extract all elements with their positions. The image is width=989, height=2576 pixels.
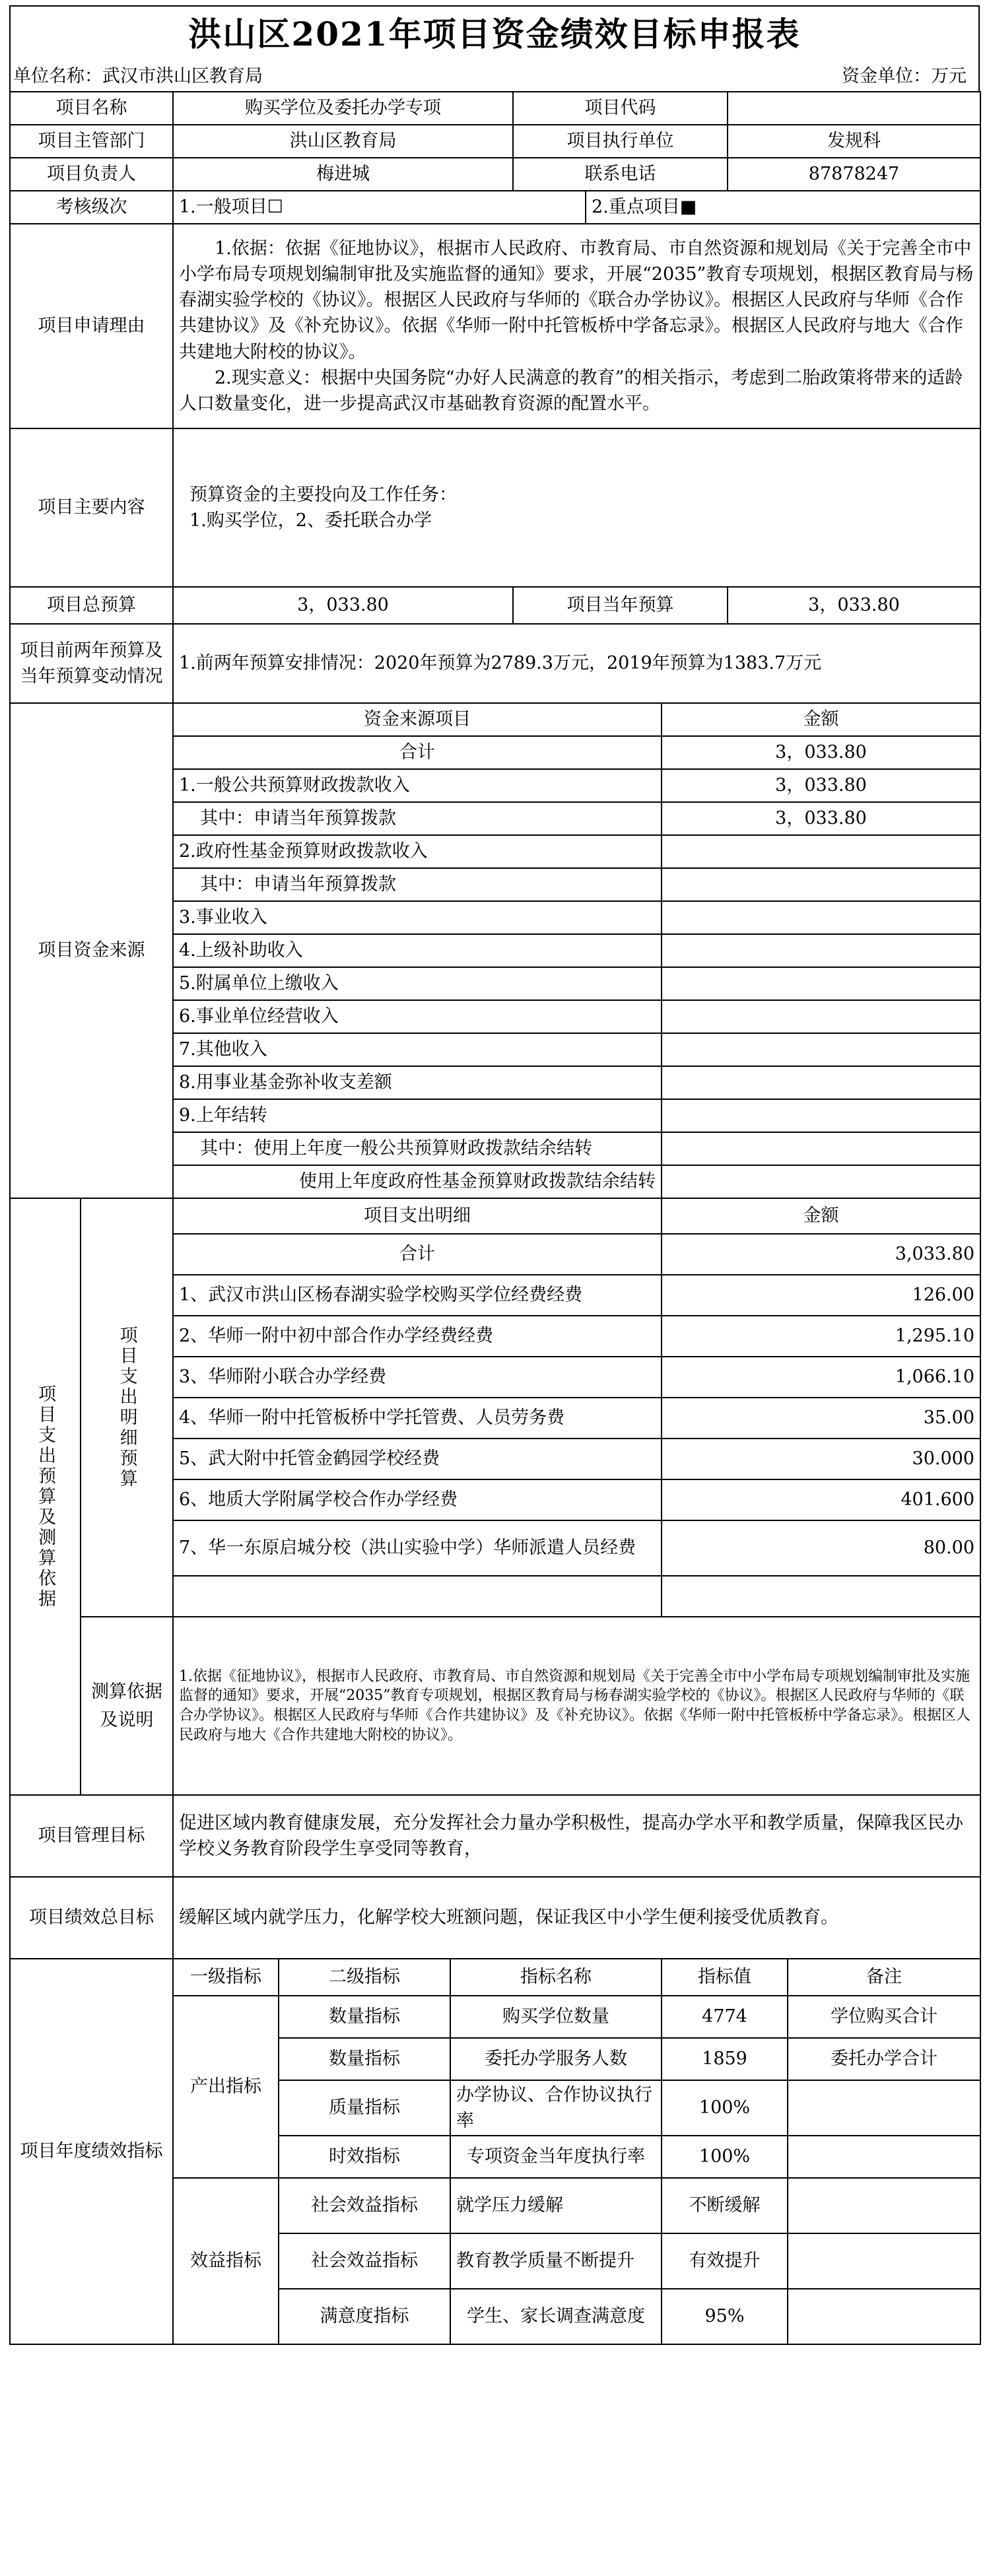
row-project-name — [10, 92, 980, 125]
perf-col-value: 指标值 — [662, 1959, 788, 1996]
owner-value: 梅进城 — [173, 158, 513, 191]
perf-value: 不断缓解 — [662, 2178, 788, 2233]
level-key: 2.重点项目■ — [586, 191, 980, 224]
source-item: 其中：使用上年度一般公共预算财政拨款结余结转 — [173, 1132, 662, 1165]
content-body — [173, 428, 980, 587]
expense-col-item: 项目支出明细 — [173, 1198, 662, 1234]
dept-label: 项目主管部门 — [10, 125, 173, 158]
project-code — [728, 92, 980, 125]
source-col-item: 资金来源项目 — [173, 703, 662, 736]
basis-text: 1.依据《征地协议》，根据市人民政府、市教育局、市自然资源和规划局《关于完善全市中小学布局专项规划编制审批及实施监督的通知》要求，开展“2035”教育专项规划，根据区教育局与杨春湖实验学校的《协议》。根据区人民政府与华师的《联合办学协议》。根据区人民政府与华师《合作共建协议》及《补充协议》。依据《华师一附中托管板桥中学备忘录》。根据区人民政府与地大《合作共建地大附校的协议》。 — [173, 1617, 980, 1795]
perf-l2: 时效指标 — [279, 2136, 450, 2178]
perf-value: 1859 — [662, 2038, 788, 2080]
perf-l2: 社会效益指标 — [279, 2233, 450, 2289]
project-code-label: 项目代码 — [513, 92, 728, 125]
source-item: 5.附属单位上缴收入 — [173, 967, 662, 1000]
expense-item: 4、华师一附中托管板桥中学托管费、人员劳务费 — [173, 1398, 662, 1439]
prev-label: 项目前两年预算及当年预算变动情况 — [10, 624, 173, 703]
source-item: 9.上年结转 — [173, 1099, 662, 1132]
perf-note — [788, 2136, 980, 2178]
perf-name: 教育教学质量不断提升 — [450, 2233, 662, 2289]
owner-label: 项目负责人 — [10, 158, 173, 191]
source-amount — [662, 1165, 980, 1198]
perf-value: 4774 — [662, 1996, 788, 2038]
mgmt-label: 项目管理目标 — [10, 1795, 173, 1877]
row-level — [10, 191, 980, 224]
perf-col-l1: 一级指标 — [173, 1959, 279, 1996]
perf-group-benefit: 效益指标 — [173, 2178, 279, 2344]
source-item: 其中：申请当年预算拨款 — [173, 868, 662, 901]
source-amount: 3，033.80 — [662, 736, 980, 769]
source-amount — [662, 1132, 980, 1165]
expense-header — [10, 1198, 980, 1234]
basis-label: 测算依据及说明 — [81, 1617, 173, 1795]
source-item: 4.上级补助收入 — [173, 934, 662, 967]
perf-l2: 满意度指标 — [279, 2289, 450, 2344]
perf-l2: 数量指标 — [279, 2038, 450, 2080]
row-dept — [10, 125, 980, 158]
row-prev-budget — [10, 624, 980, 703]
dept-value: 洪山区教育局 — [173, 125, 513, 158]
perf-col-name: 指标名称 — [450, 1959, 662, 1996]
expense-amount: 126.00 — [662, 1275, 980, 1316]
perf-l2: 数量指标 — [279, 1996, 450, 2038]
reason-p2: 2.现实意义：根据中央国务院“办好人民满意的教育”的相关指示，考虑到二胎政策将带来的适龄人口数量变化，进一步提高武汉市基础教育资源的配置水平。 — [179, 367, 963, 414]
expense-amount: 1,295.10 — [662, 1316, 980, 1357]
expense-amount — [662, 1576, 980, 1617]
expense-col-amount: 金额 — [662, 1198, 980, 1234]
source-amount — [662, 1099, 980, 1132]
expense-item: 5、武大附中托管金鹤园学校经费 — [173, 1439, 662, 1479]
reason-p1: 1.依据：依据《征地协议》，根据市人民政府、市教育局、市自然资源和规划局《关于完善全市中小学布局专项规划编制审批及实施监督的通知》要求，开展“2035”教育专项规划，根据区教育局与杨春湖实验学校的《协议》。根据区人民政府与华师的《联合办学协议》。根据区人民政府与华师《合作共建协议》及《补充协议》。依据《华师一附中托管板桥中学备忘录》。根据区人民政府与地大《合作共建地大附校的协议》。 — [179, 238, 974, 362]
row-mgmt — [10, 1795, 980, 1877]
perf-name: 专项资金当年度执行率 — [450, 2136, 662, 2178]
row-content — [10, 428, 980, 587]
row-reason — [10, 224, 980, 428]
level-label: 考核级次 — [10, 191, 173, 224]
perf-note — [788, 2178, 980, 2233]
expense-item: 6、地质大学附属学校合作办学经费 — [173, 1479, 662, 1520]
source-amount — [662, 901, 980, 934]
budget-total: 3，033.80 — [173, 587, 513, 624]
source-amount — [662, 835, 980, 868]
expense-item: 7、华一东原启城分校（洪山实验中学）华师派遣人员经费 — [173, 1520, 662, 1576]
row-budget — [10, 587, 980, 624]
budget-total-label: 项目总预算 — [10, 587, 173, 624]
expense-inner-label — [81, 1198, 173, 1617]
perf-l2: 质量指标 — [279, 2080, 450, 2136]
perf-note — [788, 2233, 980, 2289]
expense-item — [173, 1576, 662, 1617]
phone-label: 联系电话 — [513, 158, 728, 191]
source-item: 7.其他收入 — [173, 1033, 662, 1066]
perf-l2: 社会效益指标 — [279, 2178, 450, 2233]
perf-col-l2: 二级指标 — [279, 1959, 450, 1996]
source-item: 2.政府性基金预算财政拨款收入 — [173, 835, 662, 868]
expense-item: 2、华师一附中初中部合作办学经费经费 — [173, 1316, 662, 1357]
project-name: 购买学位及委托办学专项 — [173, 92, 513, 125]
source-item: 3.事业收入 — [173, 901, 662, 934]
perf-note — [788, 2080, 980, 2136]
expense-total: 3,033.80 — [662, 1234, 980, 1275]
perf-name: 委托办学服务人数 — [450, 2038, 662, 2080]
source-amount — [662, 1066, 980, 1099]
fund-unit: 资金单位：万元 — [842, 66, 967, 86]
perf-label: 项目年度绩效指标 — [10, 1959, 173, 2344]
source-item: 8.用事业基金弥补收支差额 — [173, 1066, 662, 1099]
perf-name: 学生、家长调查满意度 — [450, 2289, 662, 2344]
source-header — [10, 703, 980, 736]
perf-value: 95% — [662, 2289, 788, 2344]
perf-group-output: 产出指标 — [173, 1996, 279, 2178]
source-amount — [662, 1033, 980, 1066]
phone-value: 87878247 — [728, 158, 980, 191]
form-title: 洪山区2021年项目资金绩效目标申报表 — [9, 5, 980, 62]
form-page — [9, 0, 980, 2345]
unit-name: 单位名称：武汉市洪山区教育局 — [13, 66, 263, 86]
prev-text: 1.前两年预算安排情况：2020年预算为2789.3万元，2019年预算为1383.7万元 — [173, 624, 980, 703]
exec-label: 项目执行单位 — [513, 125, 728, 158]
exec-value: 发规科 — [728, 125, 980, 158]
expense-amount: 1,066.10 — [662, 1357, 980, 1398]
perf-value: 有效提升 — [662, 2233, 788, 2289]
perf-value: 100% — [662, 2080, 788, 2136]
source-item: 6.事业单位经营收入 — [173, 1000, 662, 1033]
perf-note: 学位购买合计 — [788, 1996, 980, 2038]
content-label: 项目主要内容 — [10, 428, 173, 587]
source-amount — [662, 868, 980, 901]
expense-total-label: 合计 — [173, 1234, 662, 1275]
source-item: 其中：申请当年预算拨款 — [173, 802, 662, 835]
reason-label: 项目申请理由 — [10, 224, 173, 428]
perf-value: 100% — [662, 2136, 788, 2178]
perf-name: 就学压力缓解 — [450, 2178, 662, 2233]
unit-line — [9, 62, 980, 91]
source-amount: 3，033.80 — [662, 802, 980, 835]
source-amount — [662, 1000, 980, 1033]
budget-year: 3，033.80 — [728, 587, 980, 624]
expense-amount: 30.000 — [662, 1439, 980, 1479]
goal-text: 缓解区域内就学压力，化解学校大班额问题，保证我区中小学生便利接受优质教育。 — [173, 1877, 980, 1959]
expense-item: 1、武汉市洪山区杨春湖实验学校购买学位经费经费 — [173, 1275, 662, 1316]
perf-note: 委托办学合计 — [788, 2038, 980, 2080]
project-name-label: 项目名称 — [10, 92, 173, 125]
row-owner — [10, 158, 980, 191]
level-general: 1.一般项目☐ — [173, 191, 586, 224]
perf-name: 办学协议、合作协议执行率 — [450, 2080, 662, 2136]
row-goal — [10, 1877, 980, 1959]
source-amount: 3，033.80 — [662, 769, 980, 802]
perf-col-note: 备注 — [788, 1959, 980, 1996]
perf-header — [10, 1959, 980, 1996]
source-label: 项目资金来源 — [10, 703, 173, 1198]
goal-label: 项目绩效总目标 — [10, 1877, 173, 1959]
source-item: 使用上年度政府性基金预算财政拨款结余结转 — [173, 1165, 662, 1198]
form-table — [9, 91, 981, 2345]
perf-name: 购买学位数量 — [450, 1996, 662, 2038]
budget-year-label: 项目当年预算 — [513, 587, 728, 624]
perf-note — [788, 2289, 980, 2344]
source-item: 合计 — [173, 736, 662, 769]
reason-body — [173, 224, 980, 428]
source-item: 1.一般公共预算财政拨款收入 — [173, 769, 662, 802]
content-line1: 预算资金的主要投向及工作任务： — [189, 484, 457, 505]
expense-amount: 80.00 — [662, 1520, 980, 1576]
source-col-amount: 金额 — [662, 703, 980, 736]
expense-outer-text: 项目支出预算及测算依据 — [35, 1384, 56, 1610]
expense-inner-text: 项目支出明细预算 — [116, 1326, 137, 1489]
row-basis — [10, 1617, 980, 1795]
source-amount — [662, 967, 980, 1000]
expense-amount: 35.00 — [662, 1398, 980, 1439]
source-amount — [662, 934, 980, 967]
expense-item: 3、华师附小联合办学经费 — [173, 1357, 662, 1398]
expense-outer-label — [10, 1198, 81, 1795]
content-line2: 1.购买学位，2、委托联合办学 — [189, 510, 432, 531]
expense-amount: 401.600 — [662, 1479, 980, 1520]
mgmt-text: 促进区域内教育健康发展，充分发挥社会力量办学积极性，提高办学水平和教学质量，保障我区民办学校义务教育阶段学生享受同等教育， — [173, 1795, 980, 1877]
